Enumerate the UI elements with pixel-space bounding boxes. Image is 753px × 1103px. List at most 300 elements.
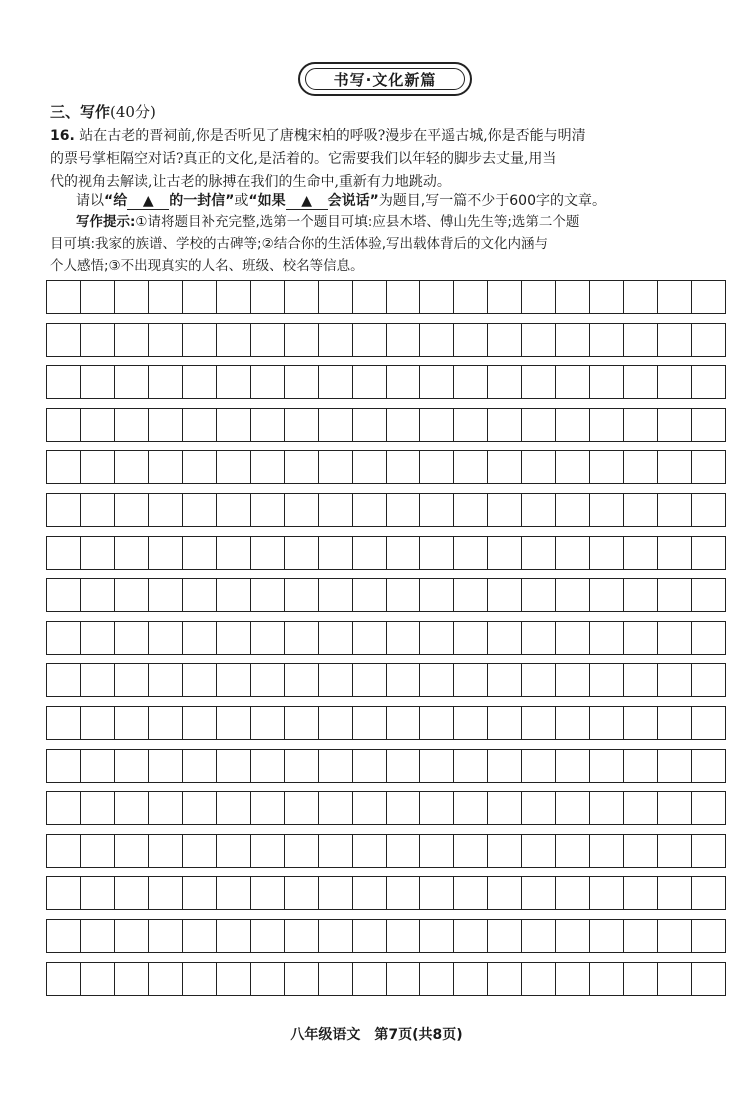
grid-cell[interactable] <box>80 451 114 483</box>
grid-cell[interactable] <box>386 792 420 824</box>
grid-cell[interactable] <box>623 877 657 909</box>
grid-cell[interactable] <box>216 366 250 398</box>
grid-cell[interactable] <box>589 750 623 782</box>
grid-cell[interactable] <box>250 366 284 398</box>
grid-cell[interactable] <box>657 792 691 824</box>
grid-cell[interactable] <box>352 451 386 483</box>
grid-cell[interactable] <box>623 835 657 867</box>
grid-cell[interactable] <box>691 281 725 313</box>
grid-cell[interactable] <box>182 750 216 782</box>
grid-cell[interactable] <box>182 366 216 398</box>
grid-cell[interactable] <box>555 622 589 654</box>
grid-cell[interactable] <box>182 281 216 313</box>
grid-cell[interactable] <box>148 324 182 356</box>
grid-cell[interactable] <box>487 792 521 824</box>
grid-cell[interactable] <box>352 664 386 696</box>
grid-cell[interactable] <box>386 579 420 611</box>
grid-cell[interactable] <box>657 579 691 611</box>
grid-cell[interactable] <box>487 622 521 654</box>
grid-cell[interactable] <box>691 877 725 909</box>
grid-cell[interactable] <box>80 324 114 356</box>
grid-cell[interactable] <box>318 409 352 441</box>
grid-cell[interactable] <box>657 451 691 483</box>
grid-cell[interactable] <box>284 409 318 441</box>
grid-cell[interactable] <box>589 835 623 867</box>
grid-cell[interactable] <box>623 622 657 654</box>
grid-cell[interactable] <box>80 494 114 526</box>
grid-cell[interactable] <box>114 366 148 398</box>
grid-cell[interactable] <box>318 792 352 824</box>
grid-cell[interactable] <box>555 537 589 569</box>
grid-cell[interactable] <box>487 494 521 526</box>
grid-cell[interactable] <box>691 664 725 696</box>
grid-cell[interactable] <box>352 835 386 867</box>
grid-cell[interactable] <box>386 324 420 356</box>
grid-cell[interactable] <box>521 579 555 611</box>
grid-cell[interactable] <box>47 963 80 995</box>
grid-cell[interactable] <box>114 792 148 824</box>
grid-cell[interactable] <box>352 409 386 441</box>
grid-cell[interactable] <box>453 622 487 654</box>
grid-cell[interactable] <box>114 707 148 739</box>
grid-cell[interactable] <box>419 366 453 398</box>
grid-cell[interactable] <box>216 324 250 356</box>
grid-cell[interactable] <box>555 366 589 398</box>
grid-cell[interactable] <box>352 750 386 782</box>
grid-cell[interactable] <box>352 579 386 611</box>
grid-cell[interactable] <box>657 409 691 441</box>
grid-cell[interactable] <box>284 920 318 952</box>
grid-cell[interactable] <box>453 409 487 441</box>
grid-cell[interactable] <box>453 920 487 952</box>
grid-cell[interactable] <box>521 707 555 739</box>
grid-cell[interactable] <box>657 494 691 526</box>
grid-cell[interactable] <box>80 920 114 952</box>
grid-cell[interactable] <box>623 366 657 398</box>
grid-cell[interactable] <box>691 324 725 356</box>
grid-cell[interactable] <box>691 537 725 569</box>
grid-cell[interactable] <box>453 366 487 398</box>
grid-cell[interactable] <box>318 877 352 909</box>
grid-cell[interactable] <box>80 366 114 398</box>
grid-cell[interactable] <box>386 664 420 696</box>
grid-cell[interactable] <box>216 835 250 867</box>
grid-cell[interactable] <box>114 622 148 654</box>
grid-cell[interactable] <box>555 281 589 313</box>
grid-cell[interactable] <box>80 877 114 909</box>
grid-cell[interactable] <box>386 877 420 909</box>
grid-cell[interactable] <box>318 537 352 569</box>
grid-cell[interactable] <box>216 622 250 654</box>
grid-cell[interactable] <box>453 324 487 356</box>
grid-cell[interactable] <box>250 877 284 909</box>
grid-cell[interactable] <box>589 324 623 356</box>
grid-cell[interactable] <box>657 707 691 739</box>
grid-cell[interactable] <box>623 792 657 824</box>
grid-cell[interactable] <box>453 537 487 569</box>
grid-cell[interactable] <box>419 877 453 909</box>
grid-cell[interactable] <box>47 622 80 654</box>
grid-cell[interactable] <box>47 281 80 313</box>
grid-cell[interactable] <box>691 494 725 526</box>
grid-cell[interactable] <box>691 409 725 441</box>
grid-cell[interactable] <box>318 835 352 867</box>
grid-cell[interactable] <box>148 664 182 696</box>
grid-cell[interactable] <box>80 835 114 867</box>
grid-cell[interactable] <box>318 494 352 526</box>
grid-cell[interactable] <box>657 877 691 909</box>
grid-cell[interactable] <box>521 494 555 526</box>
grid-cell[interactable] <box>691 579 725 611</box>
grid-cell[interactable] <box>589 409 623 441</box>
grid-cell[interactable] <box>521 451 555 483</box>
grid-cell[interactable] <box>216 792 250 824</box>
grid-cell[interactable] <box>453 664 487 696</box>
grid-cell[interactable] <box>589 494 623 526</box>
grid-cell[interactable] <box>555 920 589 952</box>
grid-cell[interactable] <box>589 281 623 313</box>
grid-cell[interactable] <box>148 281 182 313</box>
grid-cell[interactable] <box>453 835 487 867</box>
grid-cell[interactable] <box>589 366 623 398</box>
grid-cell[interactable] <box>657 963 691 995</box>
grid-cell[interactable] <box>623 963 657 995</box>
grid-cell[interactable] <box>114 664 148 696</box>
grid-cell[interactable] <box>691 366 725 398</box>
grid-cell[interactable] <box>148 792 182 824</box>
grid-cell[interactable] <box>80 963 114 995</box>
grid-cell[interactable] <box>80 750 114 782</box>
grid-cell[interactable] <box>419 664 453 696</box>
grid-cell[interactable] <box>419 537 453 569</box>
grid-cell[interactable] <box>589 877 623 909</box>
grid-cell[interactable] <box>352 537 386 569</box>
grid-cell[interactable] <box>182 622 216 654</box>
grid-cell[interactable] <box>487 920 521 952</box>
grid-cell[interactable] <box>318 707 352 739</box>
grid-cell[interactable] <box>453 579 487 611</box>
grid-cell[interactable] <box>419 750 453 782</box>
grid-cell[interactable] <box>114 877 148 909</box>
grid-cell[interactable] <box>555 324 589 356</box>
grid-cell[interactable] <box>623 537 657 569</box>
grid-cell[interactable] <box>80 409 114 441</box>
grid-cell[interactable] <box>216 877 250 909</box>
grid-cell[interactable] <box>555 750 589 782</box>
grid-cell[interactable] <box>487 707 521 739</box>
grid-cell[interactable] <box>521 750 555 782</box>
grid-cell[interactable] <box>284 366 318 398</box>
grid-cell[interactable] <box>284 877 318 909</box>
grid-cell[interactable] <box>352 281 386 313</box>
grid-cell[interactable] <box>114 451 148 483</box>
grid-cell[interactable] <box>250 324 284 356</box>
grid-cell[interactable] <box>182 537 216 569</box>
grid-cell[interactable] <box>691 963 725 995</box>
grid-cell[interactable] <box>216 409 250 441</box>
grid-cell[interactable] <box>352 494 386 526</box>
grid-cell[interactable] <box>419 920 453 952</box>
grid-cell[interactable] <box>318 281 352 313</box>
grid-cell[interactable] <box>114 281 148 313</box>
grid-cell[interactable] <box>555 579 589 611</box>
grid-cell[interactable] <box>250 920 284 952</box>
grid-cell[interactable] <box>419 281 453 313</box>
grid-cell[interactable] <box>453 451 487 483</box>
grid-cell[interactable] <box>555 792 589 824</box>
grid-cell[interactable] <box>80 281 114 313</box>
grid-cell[interactable] <box>521 835 555 867</box>
grid-cell[interactable] <box>284 963 318 995</box>
grid-cell[interactable] <box>521 622 555 654</box>
grid-cell[interactable] <box>623 750 657 782</box>
grid-cell[interactable] <box>352 963 386 995</box>
grid-cell[interactable] <box>250 622 284 654</box>
grid-cell[interactable] <box>352 707 386 739</box>
grid-cell[interactable] <box>148 707 182 739</box>
grid-cell[interactable] <box>250 494 284 526</box>
grid-cell[interactable] <box>386 750 420 782</box>
grid-cell[interactable] <box>419 622 453 654</box>
grid-cell[interactable] <box>318 366 352 398</box>
grid-cell[interactable] <box>284 792 318 824</box>
grid-cell[interactable] <box>657 835 691 867</box>
grid-cell[interactable] <box>691 451 725 483</box>
grid-cell[interactable] <box>318 324 352 356</box>
grid-cell[interactable] <box>47 324 80 356</box>
grid-cell[interactable] <box>487 281 521 313</box>
grid-cell[interactable] <box>419 792 453 824</box>
grid-cell[interactable] <box>182 664 216 696</box>
grid-cell[interactable] <box>47 877 80 909</box>
grid-cell[interactable] <box>80 664 114 696</box>
grid-cell[interactable] <box>386 963 420 995</box>
grid-cell[interactable] <box>47 664 80 696</box>
grid-cell[interactable] <box>623 451 657 483</box>
grid-cell[interactable] <box>318 622 352 654</box>
grid-cell[interactable] <box>182 579 216 611</box>
grid-cell[interactable] <box>657 622 691 654</box>
grid-cell[interactable] <box>691 792 725 824</box>
grid-cell[interactable] <box>182 409 216 441</box>
grid-cell[interactable] <box>148 451 182 483</box>
grid-cell[interactable] <box>318 579 352 611</box>
grid-cell[interactable] <box>114 324 148 356</box>
grid-cell[interactable] <box>589 792 623 824</box>
grid-cell[interactable] <box>453 281 487 313</box>
grid-cell[interactable] <box>521 920 555 952</box>
grid-cell[interactable] <box>352 920 386 952</box>
grid-cell[interactable] <box>453 750 487 782</box>
grid-cell[interactable] <box>352 877 386 909</box>
grid-cell[interactable] <box>691 750 725 782</box>
grid-cell[interactable] <box>182 324 216 356</box>
grid-cell[interactable] <box>623 920 657 952</box>
grid-cell[interactable] <box>555 835 589 867</box>
grid-cell[interactable] <box>691 707 725 739</box>
grid-cell[interactable] <box>386 920 420 952</box>
grid-cell[interactable] <box>47 707 80 739</box>
grid-cell[interactable] <box>487 877 521 909</box>
grid-cell[interactable] <box>250 792 284 824</box>
grid-cell[interactable] <box>386 835 420 867</box>
grid-cell[interactable] <box>521 409 555 441</box>
grid-cell[interactable] <box>386 622 420 654</box>
grid-cell[interactable] <box>352 792 386 824</box>
grid-cell[interactable] <box>419 324 453 356</box>
grid-cell[interactable] <box>114 750 148 782</box>
grid-cell[interactable] <box>114 537 148 569</box>
grid-cell[interactable] <box>487 963 521 995</box>
grid-cell[interactable] <box>386 281 420 313</box>
grid-cell[interactable] <box>114 494 148 526</box>
grid-cell[interactable] <box>691 622 725 654</box>
grid-cell[interactable] <box>148 963 182 995</box>
grid-cell[interactable] <box>487 324 521 356</box>
grid-cell[interactable] <box>623 664 657 696</box>
grid-cell[interactable] <box>148 409 182 441</box>
grid-cell[interactable] <box>216 664 250 696</box>
grid-cell[interactable] <box>47 920 80 952</box>
grid-cell[interactable] <box>250 750 284 782</box>
grid-cell[interactable] <box>453 792 487 824</box>
grid-cell[interactable] <box>47 451 80 483</box>
grid-cell[interactable] <box>487 409 521 441</box>
grid-cell[interactable] <box>419 494 453 526</box>
grid-cell[interactable] <box>657 281 691 313</box>
grid-cell[interactable] <box>589 963 623 995</box>
grid-cell[interactable] <box>589 707 623 739</box>
grid-cell[interactable] <box>555 877 589 909</box>
grid-cell[interactable] <box>419 963 453 995</box>
grid-cell[interactable] <box>148 494 182 526</box>
grid-cell[interactable] <box>250 451 284 483</box>
grid-cell[interactable] <box>589 537 623 569</box>
grid-cell[interactable] <box>182 835 216 867</box>
grid-cell[interactable] <box>182 877 216 909</box>
grid-cell[interactable] <box>284 750 318 782</box>
grid-cell[interactable] <box>250 963 284 995</box>
grid-cell[interactable] <box>657 324 691 356</box>
grid-cell[interactable] <box>114 920 148 952</box>
grid-cell[interactable] <box>182 494 216 526</box>
grid-cell[interactable] <box>657 920 691 952</box>
grid-cell[interactable] <box>521 877 555 909</box>
grid-cell[interactable] <box>555 707 589 739</box>
grid-cell[interactable] <box>148 920 182 952</box>
grid-cell[interactable] <box>284 537 318 569</box>
grid-cell[interactable] <box>148 877 182 909</box>
grid-cell[interactable] <box>148 622 182 654</box>
grid-cell[interactable] <box>148 366 182 398</box>
grid-cell[interactable] <box>284 622 318 654</box>
grid-cell[interactable] <box>487 579 521 611</box>
grid-cell[interactable] <box>216 281 250 313</box>
grid-cell[interactable] <box>386 451 420 483</box>
grid-cell[interactable] <box>623 494 657 526</box>
grid-cell[interactable] <box>521 366 555 398</box>
grid-cell[interactable] <box>691 920 725 952</box>
grid-cell[interactable] <box>419 409 453 441</box>
grid-cell[interactable] <box>589 451 623 483</box>
grid-cell[interactable] <box>47 537 80 569</box>
grid-cell[interactable] <box>386 494 420 526</box>
grid-cell[interactable] <box>657 366 691 398</box>
grid-cell[interactable] <box>250 281 284 313</box>
grid-cell[interactable] <box>318 750 352 782</box>
grid-cell[interactable] <box>148 835 182 867</box>
grid-cell[interactable] <box>623 409 657 441</box>
grid-cell[interactable] <box>623 324 657 356</box>
grid-cell[interactable] <box>623 707 657 739</box>
grid-cell[interactable] <box>487 366 521 398</box>
grid-cell[interactable] <box>386 707 420 739</box>
grid-cell[interactable] <box>216 750 250 782</box>
grid-cell[interactable] <box>487 537 521 569</box>
grid-cell[interactable] <box>47 494 80 526</box>
grid-cell[interactable] <box>80 707 114 739</box>
grid-cell[interactable] <box>216 537 250 569</box>
grid-cell[interactable] <box>555 963 589 995</box>
grid-cell[interactable] <box>386 409 420 441</box>
grid-cell[interactable] <box>318 963 352 995</box>
grid-cell[interactable] <box>318 920 352 952</box>
grid-cell[interactable] <box>453 494 487 526</box>
grid-cell[interactable] <box>250 579 284 611</box>
grid-cell[interactable] <box>318 664 352 696</box>
grid-cell[interactable] <box>555 664 589 696</box>
grid-cell[interactable] <box>555 494 589 526</box>
grid-cell[interactable] <box>284 281 318 313</box>
grid-cell[interactable] <box>419 579 453 611</box>
grid-cell[interactable] <box>216 494 250 526</box>
grid-cell[interactable] <box>487 451 521 483</box>
grid-cell[interactable] <box>250 835 284 867</box>
grid-cell[interactable] <box>352 366 386 398</box>
grid-cell[interactable] <box>47 366 80 398</box>
grid-cell[interactable] <box>521 963 555 995</box>
grid-cell[interactable] <box>182 963 216 995</box>
grid-cell[interactable] <box>284 451 318 483</box>
grid-cell[interactable] <box>521 281 555 313</box>
grid-cell[interactable] <box>521 664 555 696</box>
grid-cell[interactable] <box>521 792 555 824</box>
grid-cell[interactable] <box>114 409 148 441</box>
grid-cell[interactable] <box>521 324 555 356</box>
grid-cell[interactable] <box>216 707 250 739</box>
grid-cell[interactable] <box>555 409 589 441</box>
grid-cell[interactable] <box>453 707 487 739</box>
grid-cell[interactable] <box>589 579 623 611</box>
grid-cell[interactable] <box>182 920 216 952</box>
grid-cell[interactable] <box>453 877 487 909</box>
grid-cell[interactable] <box>623 281 657 313</box>
grid-cell[interactable] <box>318 451 352 483</box>
grid-cell[interactable] <box>80 622 114 654</box>
grid-cell[interactable] <box>216 963 250 995</box>
grid-cell[interactable] <box>47 835 80 867</box>
grid-cell[interactable] <box>182 451 216 483</box>
grid-cell[interactable] <box>386 537 420 569</box>
grid-cell[interactable] <box>589 664 623 696</box>
grid-cell[interactable] <box>284 579 318 611</box>
grid-cell[interactable] <box>148 750 182 782</box>
grid-cell[interactable] <box>284 324 318 356</box>
grid-cell[interactable] <box>284 664 318 696</box>
grid-cell[interactable] <box>419 451 453 483</box>
grid-cell[interactable] <box>657 664 691 696</box>
grid-cell[interactable] <box>657 750 691 782</box>
